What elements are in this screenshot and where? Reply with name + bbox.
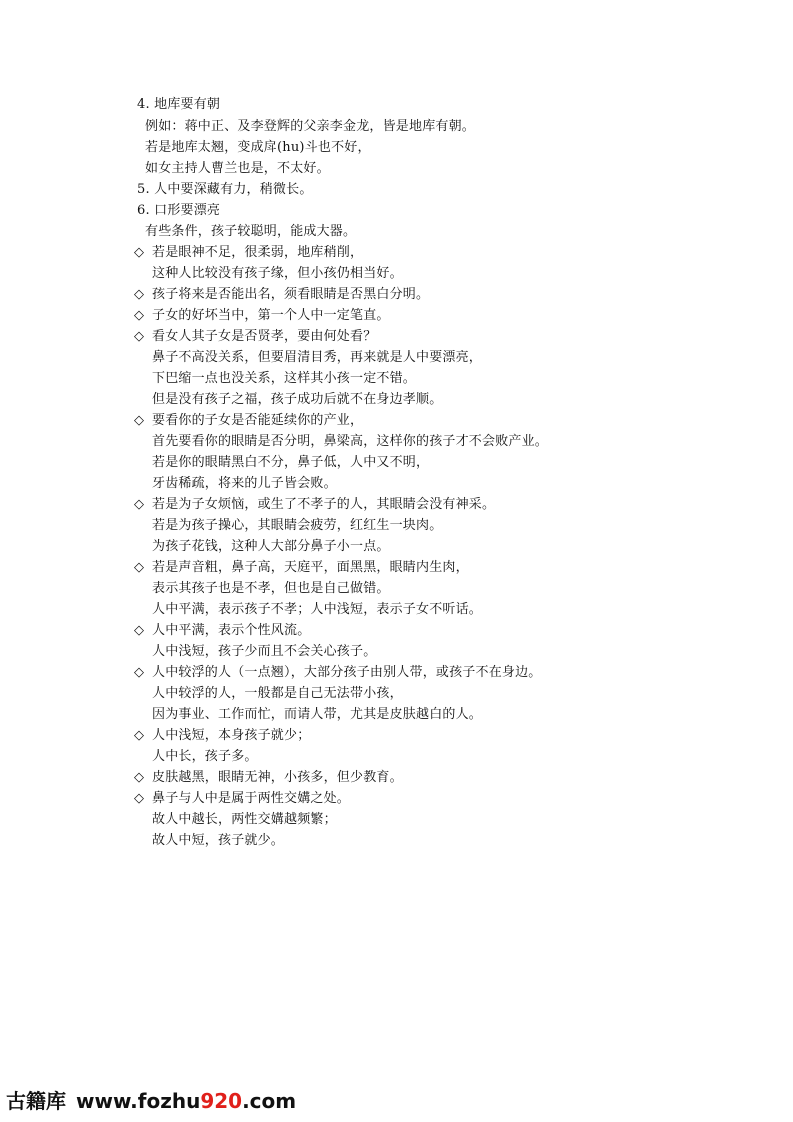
- text-line: 表示其孩子也是不孝，但也是自己做错。: [152, 581, 390, 596]
- text-line: 若是为子女烦恼，或生了不孝子的人，其眼睛会没有神采。: [152, 497, 496, 512]
- bullet-diamond-icon: ◇: [134, 497, 144, 512]
- text-line: 因为事业、工作而忙，而请人带，尤其是皮肤越白的人。: [152, 707, 483, 722]
- text-line: 如女主持人曹兰也是，不太好。: [145, 161, 330, 176]
- text-line: 人中浅短，孩子少而且不会关心孩子。: [152, 644, 377, 659]
- text-line: 鼻子不高没关系，但要眉清目秀，再来就是人中要漂亮，: [152, 350, 483, 365]
- text-line: 牙齿稀疏，将来的儿子皆会败。: [152, 476, 337, 491]
- text-line: 这种人比较没有孩子缘，但小孩仍相当好。: [152, 266, 403, 281]
- footer-url: [76, 1089, 296, 1113]
- footer-watermark: [6, 1088, 296, 1114]
- text-line: 要看你的子女是否能延续你的产业，: [152, 413, 364, 428]
- text-line: 例如：蒋中正、及李登辉的父亲李金龙，皆是地库有朝。: [145, 119, 476, 134]
- footer-url-number: 920: [200, 1089, 243, 1113]
- text-line: 若是你的眼睛黑白不分，鼻子低，人中又不明，: [152, 455, 430, 470]
- footer-url-suffix: .com: [242, 1089, 297, 1113]
- text-line: 人中平满，表示个性风流。: [152, 623, 311, 638]
- bullet-diamond-icon: ◇: [134, 770, 144, 785]
- footer-url-prefix: www.fozhu: [76, 1089, 201, 1113]
- text-line: 若是眼神不足，很柔弱，地库稍削，: [152, 245, 364, 260]
- text-line: 人中平满，表示孩子不孝；人中浅短，表示子女不听话。: [152, 602, 483, 617]
- bullet-diamond-icon: ◇: [134, 728, 144, 743]
- text-line: 人中长，孩子多。: [152, 749, 258, 764]
- text-line: 子女的好坏当中，第一个人中一定笔直。: [152, 308, 390, 323]
- bullet-diamond-icon: ◇: [134, 791, 144, 806]
- text-line: 6. 口形要漂亮: [137, 203, 221, 218]
- text-line: 人中较浮的人（一点翘），大部分孩子由别人带，或孩子不在身边。: [152, 665, 542, 680]
- text-line: 故人中越长，两性交媾越频繁；: [152, 812, 337, 827]
- text-line: 5. 人中要深藏有力，稍微长。: [137, 182, 313, 197]
- text-line: 鼻子与人中是属于两性交媾之处。: [152, 791, 351, 806]
- text-line: 若是地库太翘，变成戽(hu)斗也不好，: [145, 140, 371, 155]
- text-line: 故人中短，孩子就少。: [152, 833, 285, 848]
- text-line: 孩子将来是否能出名，须看眼睛是否黑白分明。: [152, 287, 430, 302]
- text-line: 有些条件，孩子较聪明，能成大器。: [145, 224, 357, 239]
- footer-brand: 古籍库: [6, 1089, 66, 1113]
- bullet-diamond-icon: ◇: [134, 287, 144, 302]
- text-line: 看女人其子女是否贤孝，要由何处看？: [152, 329, 377, 344]
- text-line: 皮肤越黑，眼睛无神，小孩多，但少教育。: [152, 770, 403, 785]
- text-line: 人中浅短，本身孩子就少；: [152, 728, 311, 743]
- bullet-diamond-icon: ◇: [134, 623, 144, 638]
- bullet-diamond-icon: ◇: [134, 560, 144, 575]
- bullet-diamond-icon: ◇: [134, 308, 144, 323]
- bullet-diamond-icon: ◇: [134, 329, 144, 344]
- bullet-diamond-icon: ◇: [134, 413, 144, 428]
- text-line: 人中较浮的人，一般都是自己无法带小孩，: [152, 686, 403, 701]
- text-line: 下巴缩一点也没关系，这样其小孩一定不错。: [152, 371, 417, 386]
- text-line: 但是没有孩子之福，孩子成功后就不在身边孝顺。: [152, 392, 443, 407]
- text-line: 首先要看你的眼睛是否分明，鼻梁高，这样你的孩子才不会败产业。: [152, 434, 549, 449]
- bullet-diamond-icon: ◇: [134, 245, 144, 260]
- text-line: 为孩子花钱，这种人大部分鼻子小一点。: [152, 539, 390, 554]
- bullet-diamond-icon: ◇: [134, 665, 144, 680]
- text-line: 4. 地库要有朝: [137, 97, 221, 112]
- text-line: 若是声音粗，鼻子高，天庭平，面黑黑，眼睛内生肉，: [152, 560, 469, 575]
- text-line: 若是为孩子操心，其眼睛会疲劳，红红生一块肉。: [152, 518, 443, 533]
